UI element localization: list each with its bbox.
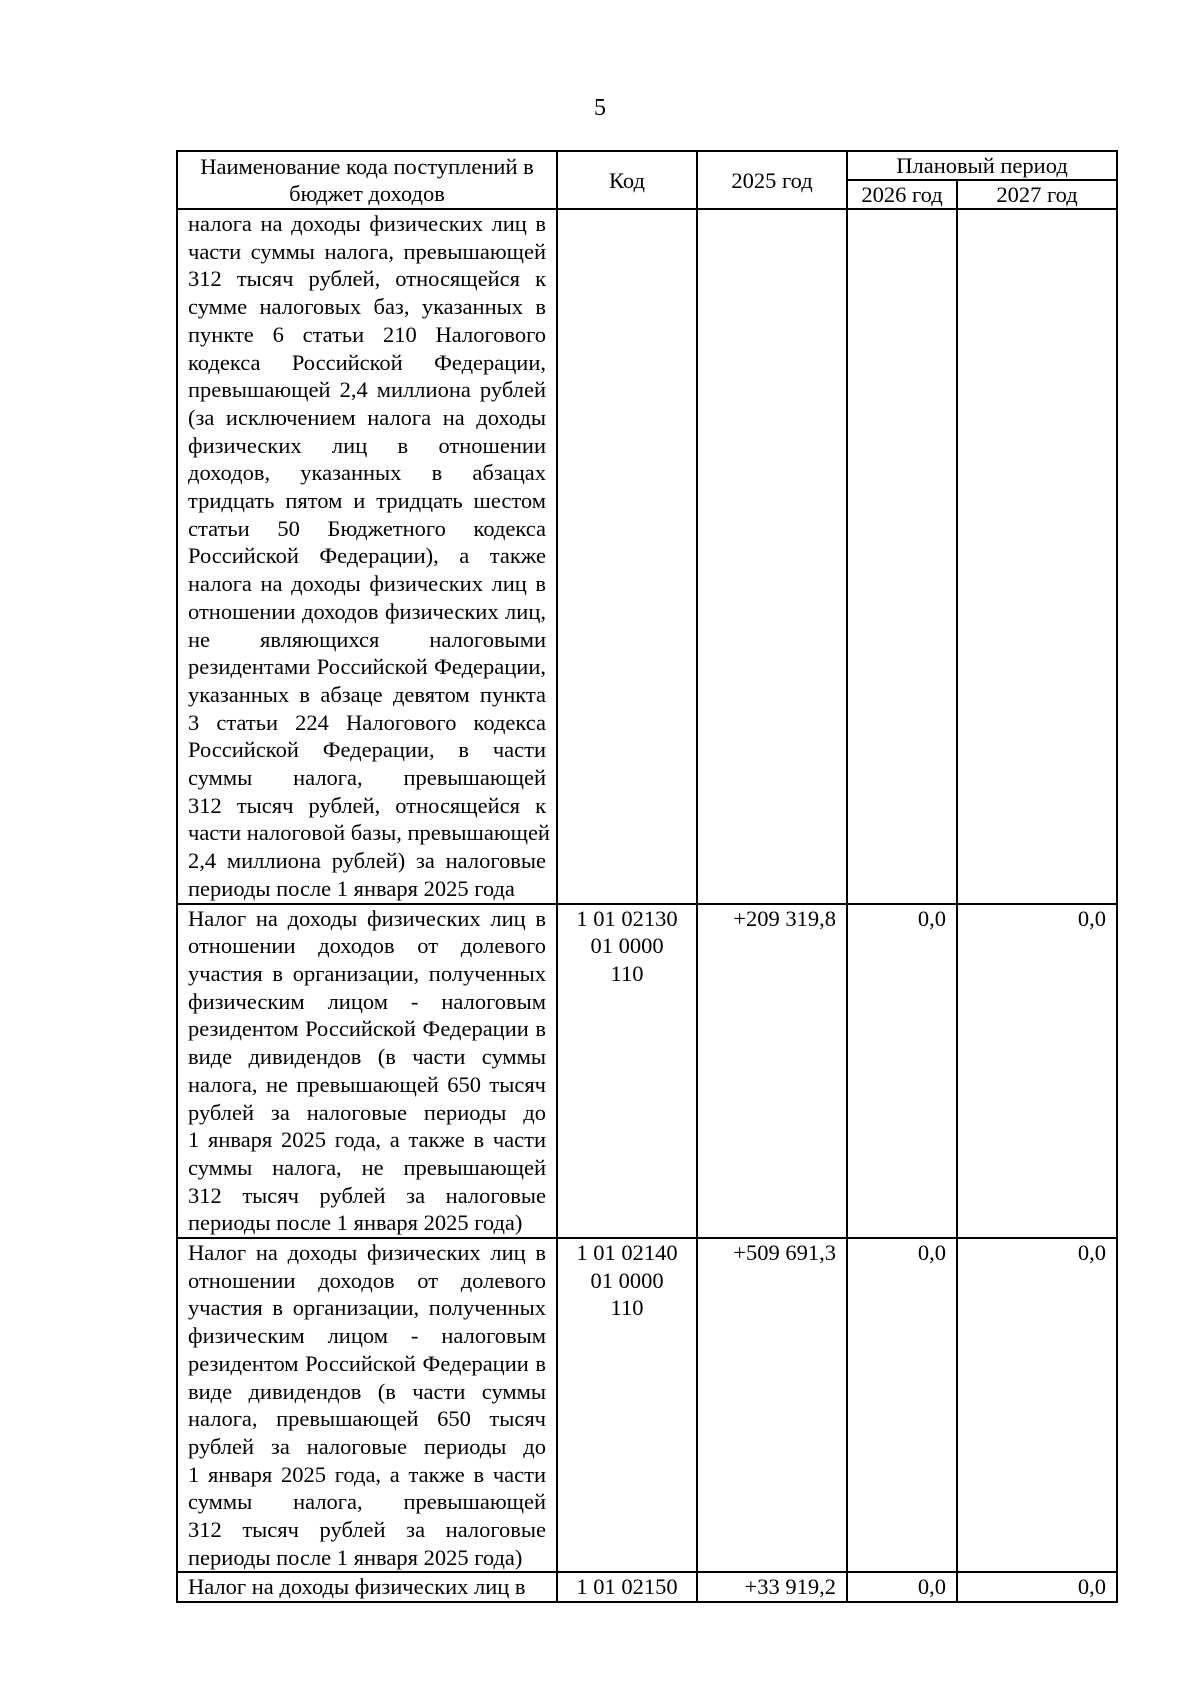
revenue-code-line: 01 0000: [590, 1267, 664, 1293]
header-2025: 2025 год: [697, 151, 847, 209]
revenue-name-cell: [177, 904, 557, 1238]
header-name: Наименование кода поступлений в бюджет доходов: [177, 151, 557, 209]
value-2025-cell: +33 919,2: [697, 1572, 847, 1602]
table-header: [177, 151, 1117, 209]
header-2026: 2026 год: [847, 180, 957, 209]
revenue-code-line: 1 01 02140: [576, 1240, 678, 1266]
revenue-name-line: налога на доходы физических лиц в: [188, 571, 546, 597]
value-2026-cell: 0,0: [847, 904, 957, 1238]
page-number: 5: [594, 95, 606, 121]
revenue-name-line: (за исключением налога на доходы: [188, 404, 546, 430]
revenue-name-line: виде дивидендов (в части суммы: [188, 1378, 546, 1404]
revenue-name-line: налога, не превышающей 650 тысяч: [188, 1071, 546, 1097]
revenue-name-line: отношении доходов физических лиц,: [188, 598, 546, 624]
revenue-table: [176, 150, 1118, 1603]
revenue-name-line: физических лиц в отношении: [188, 432, 546, 458]
value-2027-cell: 0,0: [957, 904, 1117, 1238]
revenue-name-line: участия в организации, полученных: [188, 960, 546, 986]
revenue-name-line: превышающей 2,4 миллиона рублей: [188, 377, 546, 403]
revenue-code-line: 01 0000: [590, 933, 664, 959]
revenue-name-cell: [177, 209, 557, 904]
header-2027: 2027 год: [957, 180, 1117, 209]
header-plan-period: Плановый период: [847, 151, 1117, 180]
revenue-name-line: суммы налога, не превышающей: [188, 1154, 546, 1180]
revenue-name-line: Налог на доходы физических лиц в: [188, 905, 546, 931]
value-2026-cell: 0,0: [847, 1572, 957, 1602]
revenue-name-line: периоды после 1 января 2025 года): [188, 1210, 523, 1236]
revenue-name-line: части суммы налога, превышающей: [188, 238, 546, 264]
revenue-name-line: резидентом Российской Федерации в: [188, 1350, 546, 1376]
table-body: [177, 209, 1117, 1602]
value-2026-cell: 0,0: [847, 1238, 957, 1572]
revenue-name-line: резидентами Российской Федерации,: [188, 654, 546, 680]
header-code: Код: [557, 151, 697, 209]
revenue-name-line: 3 статьи 224 Налогового кодекса: [188, 709, 546, 735]
revenue-name-line: указанных в абзаце девятом пункта: [188, 681, 546, 707]
revenue-name-line: рублей за налоговые периоды до: [188, 1433, 546, 1459]
revenue-name-line: части налоговой базы, превышающей: [188, 820, 550, 846]
revenue-name-line: пункте 6 статьи 210 Налогового: [188, 321, 546, 347]
revenue-name-line: Налог на доходы физических лиц в: [188, 1240, 546, 1266]
revenue-name-line: суммы налога, превышающей: [188, 765, 546, 791]
table-row: [177, 904, 1117, 1238]
revenue-name-line: 312 тысяч рублей за налоговые: [188, 1182, 546, 1208]
revenue-name-line: физическим лицом - налоговым: [188, 988, 546, 1014]
revenue-name-line: 312 тысяч рублей за налоговые: [188, 1517, 546, 1543]
revenue-name-line: участия в организации, полученных: [188, 1295, 546, 1321]
value-2025-cell: +209 319,8: [697, 904, 847, 1238]
revenue-name-line: тридцать пятом и тридцать шестом: [188, 488, 546, 514]
revenue-code-line: 1 01 02150: [576, 1574, 678, 1600]
revenue-code-line: 110: [610, 960, 644, 986]
revenue-code-cell: [557, 1238, 697, 1572]
revenue-name-line: налога, превышающей 650 тысяч: [188, 1406, 546, 1432]
revenue-name-line: суммы налога, превышающей: [188, 1489, 546, 1515]
revenue-name-line: виде дивидендов (в части суммы: [188, 1044, 546, 1070]
revenue-name-line: 1 января 2025 года, а также в части: [188, 1461, 546, 1487]
revenue-code-cell: [557, 209, 697, 904]
revenue-name-line: 312 тысяч рублей, относящейся к: [188, 266, 546, 292]
revenue-name-line: физическим лицом - налоговым: [188, 1323, 546, 1349]
revenue-name-line: доходов, указанных в абзацах: [188, 460, 546, 486]
revenue-name-line: не являющихся налоговыми: [188, 626, 546, 652]
revenue-name-line: Российской Федерации, в части: [188, 737, 546, 763]
value-2027-cell: 0,0: [957, 1238, 1117, 1572]
table-row: [177, 209, 1117, 904]
revenue-name-line: рублей за налоговые периоды до: [188, 1099, 546, 1125]
revenue-name-line: статьи 50 Бюджетного кодекса: [188, 515, 546, 541]
revenue-name-line: сумме налоговых баз, указанных в: [188, 294, 546, 320]
value-2025-cell: +509 691,3: [697, 1238, 847, 1572]
revenue-code-line: 1 01 02130: [576, 905, 678, 931]
value-2027-cell: 0,0: [957, 1572, 1117, 1602]
revenue-name-line: периоды после 1 января 2025 года: [188, 875, 515, 901]
revenue-code-line: 110: [610, 1295, 644, 1321]
revenue-name-line: 2,4 миллиона рублей) за налоговые: [188, 848, 546, 874]
revenue-name-cell: [177, 1238, 557, 1572]
revenue-name-line: налога на доходы физических лиц в: [188, 211, 546, 236]
revenue-name-line: Налог на доходы физических лиц в: [188, 1574, 526, 1600]
table-row: [177, 1572, 1117, 1602]
revenue-name-line: периоды после 1 января 2025 года): [188, 1544, 523, 1570]
revenue-name-line: отношении доходов от долевого: [188, 933, 546, 959]
revenue-code-cell: [557, 1572, 697, 1602]
revenue-name-line: отношении доходов от долевого: [188, 1267, 546, 1293]
value-2026-cell: [847, 209, 957, 904]
revenue-code-cell: [557, 904, 697, 1238]
revenue-name-line: Российской Федерации), а также: [188, 543, 546, 569]
value-2027-cell: [957, 209, 1117, 904]
revenue-name-line: резидентом Российской Федерации в: [188, 1016, 546, 1042]
revenue-name-line: кодекса Российской Федерации,: [188, 349, 546, 375]
value-2025-cell: [697, 209, 847, 904]
table-row: [177, 1238, 1117, 1572]
revenue-name-cell: [177, 1572, 557, 1602]
revenue-name-line: 312 тысяч рублей, относящейся к: [188, 792, 546, 818]
revenue-name-line: 1 января 2025 года, а также в части: [188, 1127, 546, 1153]
